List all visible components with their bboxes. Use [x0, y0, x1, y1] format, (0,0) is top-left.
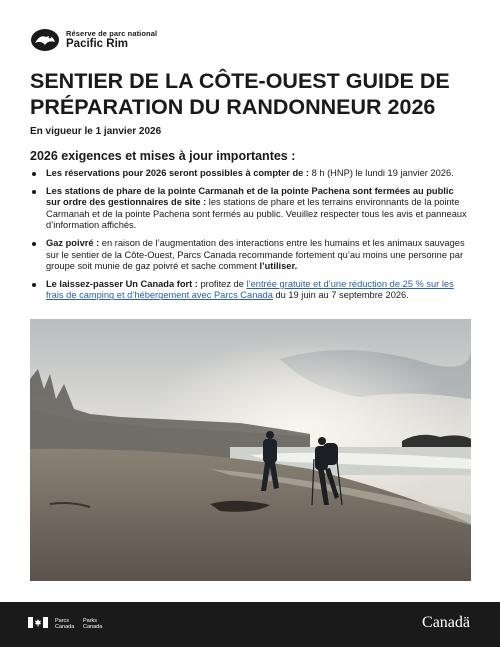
list-item-bear-spray [30, 238, 470, 273]
park-header [30, 26, 230, 54]
parks-canada-en [83, 618, 102, 630]
reservations-text: 8 h (HNP) le lundi 19 janvier 2026. [309, 168, 454, 178]
lighthouses-text: les stations de phare et les terrains environnants de la pointe Carmanah et de la pointe Pachena sont fermés au public. Veuillez respecter tous les avis et panneaux d’information affichés. [46, 197, 467, 231]
reservations-heading: Les réservations pour 2026 seront possibles à compter de : [46, 168, 309, 178]
section-heading: 2026 exigences et mises à jour importantes : [30, 149, 296, 163]
effective-date: En vigueur le 1 janvier 2026 [30, 126, 162, 137]
canada-en-label: Canada [83, 624, 103, 630]
park-type-label: Réserve de parc national [66, 29, 158, 38]
bear-spray-emphasis: l’utiliser. [259, 261, 298, 272]
parcs-label: Parcs [55, 618, 70, 624]
lighthouses-heading: Les stations de phare de la pointe Carmanah et de la pointe Pachena sont fermées au public sur ordre des gestionnaires de site : [46, 185, 454, 208]
list-item-lighthouses [30, 186, 470, 232]
canada-wordmark: Canadä [422, 614, 470, 631]
list-item-canada-pass [30, 279, 470, 302]
bear-spray-heading: Gaz poivré : [46, 237, 100, 248]
bear-spray-text: en raison de l’augmentation des interactions entre les humains et les animaux sauvages sur le sentier de la Côte-Ouest, Parcs Canada recommande fortement qu’au moins une personne par groupe soit munie de gaz poivré et sache comment [46, 237, 465, 272]
page-title: SENTIER DE LA CÔTE-OUEST GUIDE DE PRÉPARATION DU RANDONNEUR 2026 [30, 69, 450, 119]
requirements-list [30, 168, 470, 308]
parks-label: Parks [83, 618, 98, 624]
parks-canada-beaver-logo-icon [30, 28, 60, 52]
canada-flag-icon [28, 617, 48, 628]
canada-fr-label: Canada [55, 624, 75, 630]
canada-pass-link[interactable]: l’entrée gratuite et d’une réduction de 25 % sur les frais de camping et d’hébergement avec Parcs Canada [46, 278, 454, 301]
canada-pass-heading: Le laissez-passer Un Canada fort : [46, 278, 198, 289]
parks-canada-fr [55, 618, 74, 630]
park-name: Pacific Rim [66, 38, 128, 50]
canada-pass-dates: du 19 juin au 7 septembre 2026. [272, 290, 409, 301]
footer-bar [0, 602, 500, 647]
hikers-beach-photo [30, 319, 471, 581]
list-item-reservations [30, 168, 470, 180]
canada-pass-text: profitez de [197, 278, 247, 289]
